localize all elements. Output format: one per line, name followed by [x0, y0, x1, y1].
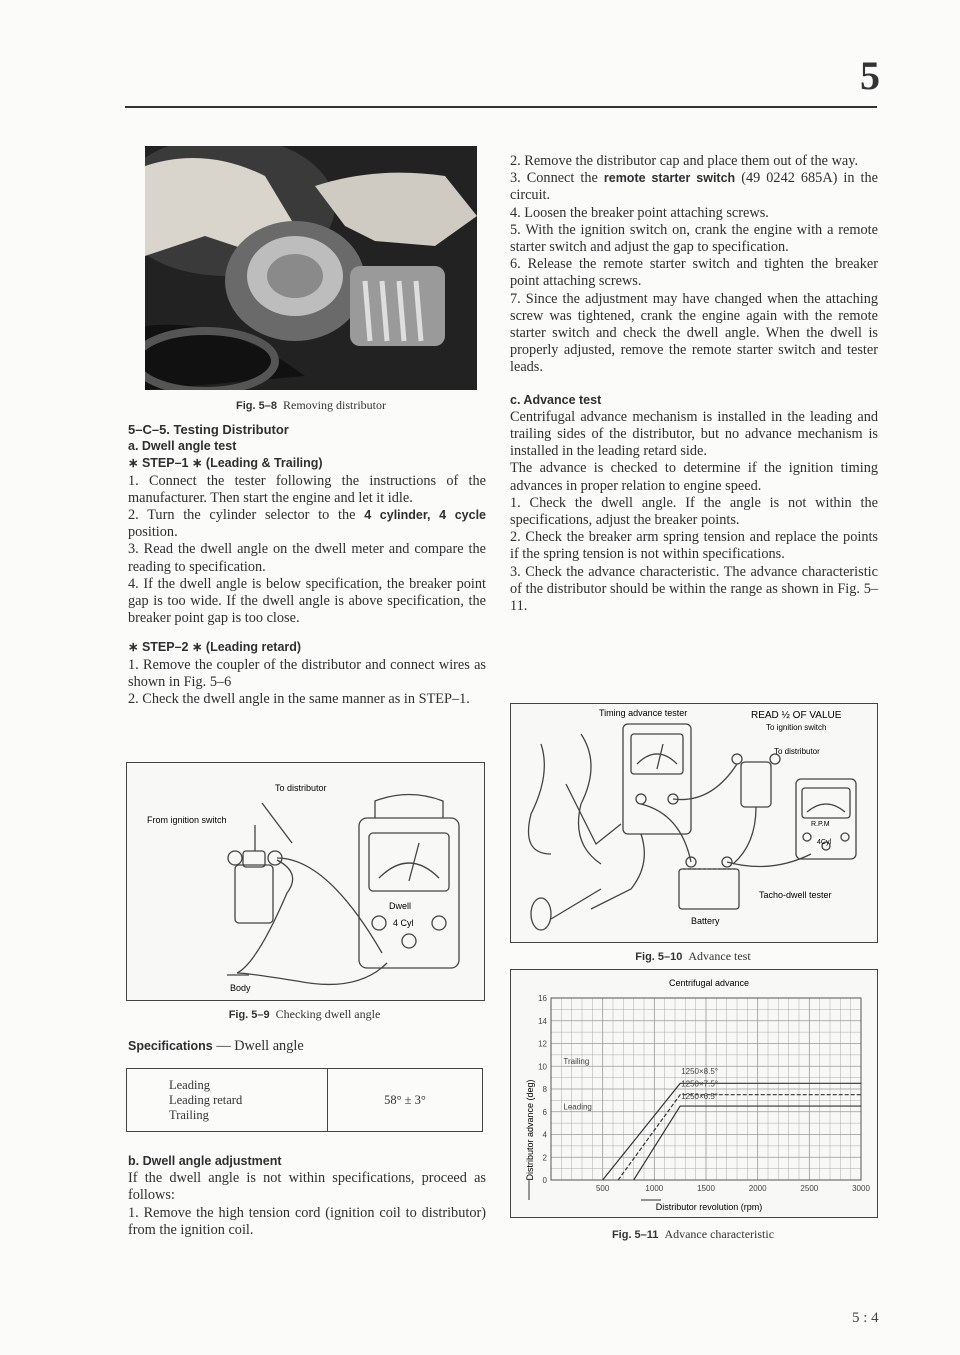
spec-names: [127, 1069, 328, 1132]
fig9-label-cyl: 4 Cyl: [393, 918, 414, 928]
right-text-block: [510, 153, 878, 615]
step1-item2: 2. Turn the cylinder selector to the 4 cylinder, 4 cycle position.: [128, 507, 487, 541]
step2-item2: 2. Check the dwell angle in the same manner as in STEP–1.: [128, 691, 470, 708]
fig11-caption: Fig. 5–11 Advance characteristic: [611, 1227, 775, 1241]
step2-heading: ∗ STEP–2 ∗ (Leading retard): [128, 640, 302, 655]
advance-para1: Centrifugal advance mechanism is installed in the leading and trailing sides of the distributor, but no advance mechanism is installed in the leading retard side.: [510, 408, 878, 460]
step1-item4: 4. If the dwell angle is below specification, the breaker point gap is too wide. If the dwell angle is above specification, the breaker point gap is too close.: [128, 575, 486, 627]
x-tick-label: 1000: [645, 1184, 664, 1193]
spec-value: 58° ± 3°: [384, 1092, 426, 1107]
step1-heading: ∗ STEP–1 ∗ (Leading & Trailing): [128, 456, 323, 471]
section-title: 5–C–5. Testing Distributor: [128, 422, 289, 437]
chart-annotation: 1250×7.5°: [681, 1079, 718, 1089]
right-item2: 2. Remove the distributor cap and place them out of the way.: [510, 153, 859, 169]
chart-annotation: Trailing: [563, 1056, 590, 1066]
series-line: [603, 1083, 861, 1180]
spec-row-trailing: Trailing: [169, 1107, 209, 1122]
step1-item1: 1. Connect the tester following the instructions of the manufacturer. Then start the engine and let it idle.: [128, 472, 486, 506]
step1-item3: 3. Read the dwell angle on the dwell meter and compare the reading to specification.: [128, 541, 486, 575]
fig10-label-battery: Battery: [691, 916, 720, 926]
x-tick-label: 1500: [697, 1184, 715, 1193]
left-text-block: [128, 421, 486, 708]
page-number: 5 : 4: [852, 1310, 879, 1326]
adjustment-item1: 1. Remove the high tension cord (ignition coil to distributor) from the ignition coil.: [128, 1204, 486, 1238]
step2-item1: 1. Remove the coupler of the distributor and connect wires as shown in Fig. 5–6: [128, 656, 486, 690]
fig10-label-rpm: R.P.M: [811, 821, 830, 828]
advance-item1: 1. Check the dwell angle. If the angle is not within the specifications, adjust the breaker points.: [510, 494, 878, 529]
chart-annotation: 1250×8.5°: [681, 1067, 718, 1077]
fig9-caption: Fig. 5–9 Checking dwell angle: [228, 1007, 381, 1021]
fig9-label-to-distributor: To distributor: [275, 783, 327, 793]
subheading-advance-test: c. Advance test: [510, 392, 602, 407]
advance-item3: 3. Check the advance characteristic. The advance characteristic of the distributor should be within the range as shown in Fig. 5–11.: [510, 563, 878, 615]
header-rule: [125, 106, 877, 108]
y-tick-label: 8: [542, 1085, 547, 1094]
y-tick-label: 2: [542, 1153, 547, 1163]
x-tick-label: 2000: [748, 1184, 767, 1193]
y-tick-label: 6: [542, 1107, 547, 1117]
right-item4: 4. Loosen the breaker point attaching screws.: [510, 204, 769, 221]
fig10-label-to-distributor: To distributor: [774, 747, 820, 756]
spec-row-leading: Leading: [169, 1077, 210, 1092]
right-item7: 7. Since the adjustment may have changed when the attaching screw was tightened, crank the engine again with the remote starter switch and check the dwell angle. When the dwell is properly adjusted, remove the remote starter switch and tester leads.: [510, 290, 878, 376]
chart-ylabel: Distributor advance (deg): [525, 1079, 535, 1181]
right-item6: 6. Release the remote starter switch and tighten the breaker point attaching screws.: [510, 256, 878, 290]
fig9-diagram: [126, 762, 485, 1001]
y-tick-label: 4: [542, 1130, 547, 1140]
fig9-label-from-ignition: From ignition switch: [147, 815, 227, 825]
fig8-caption: Fig. 5–8 Removing distributor: [236, 398, 386, 412]
subheading-dwell-test: a. Dwell angle test: [128, 439, 237, 454]
fig10-label-read-half: READ ½ OF VALUE: [751, 710, 842, 721]
fig11-chart: [510, 969, 878, 1218]
fig9-label-dwell: Dwell: [389, 901, 412, 911]
fig10-label-tacho: Tacho-dwell tester: [759, 890, 832, 900]
chapter-number: 5: [860, 53, 880, 98]
right-item5: 5. With the ignition switch on, crank the engine with a remote starter switch and adjust the gap to specification.: [510, 221, 878, 256]
y-tick-label: 0: [542, 1176, 547, 1185]
advance-para2: The advance is checked to determine if the ignition timing advances in proper relation to engine speed.: [510, 460, 878, 494]
adjustment-intro: If the dwell angle is not within specifications, proceed as follows:: [128, 1170, 486, 1204]
x-tick-label: 2500: [800, 1184, 819, 1193]
y-tick-label: 12: [538, 1039, 547, 1049]
spec-title: Specifications — Dwell angle: [128, 1038, 304, 1054]
right-item3: 3. Connect the remote starter switch (49 0242 685A) in the circuit.: [510, 170, 879, 204]
y-tick-label: 10: [538, 1062, 547, 1072]
subheading-adjustment: b. Dwell angle adjustment: [128, 1154, 282, 1168]
chart-annotation: Leading: [563, 1102, 592, 1112]
chart-title: Centrifugal advance: [668, 978, 750, 988]
fig9-label-body: Body: [230, 983, 251, 993]
advance-item2: 2. Check the breaker arm spring tension and replace the points if the spring tension is not within specifications.: [510, 529, 878, 563]
fig10-caption: Fig. 5–10 Advance test: [635, 949, 751, 963]
photo-removing-distributor: [145, 146, 477, 390]
spec-row-leading-retard: Leading retard: [169, 1092, 243, 1107]
chart-annotation: 1250×6.5°: [681, 1092, 718, 1102]
adjustment-block: [128, 1153, 486, 1239]
chart-xlabel: Distributor revolution (rpm): [655, 1202, 763, 1212]
y-tick-label: 16: [538, 994, 547, 1003]
fig10-label-cyl: 4Cyl: [817, 839, 832, 846]
y-tick-label: 14: [538, 1016, 547, 1026]
x-tick-label: 3000: [852, 1184, 870, 1193]
fig10-diagram: [510, 703, 878, 943]
x-tick-label: 500: [595, 1184, 610, 1193]
spec-table: [126, 1068, 483, 1132]
fig10-label-to-ignition: To ignition switch: [766, 723, 827, 732]
fig10-label-timing-tester: Timing advance tester: [599, 708, 688, 718]
